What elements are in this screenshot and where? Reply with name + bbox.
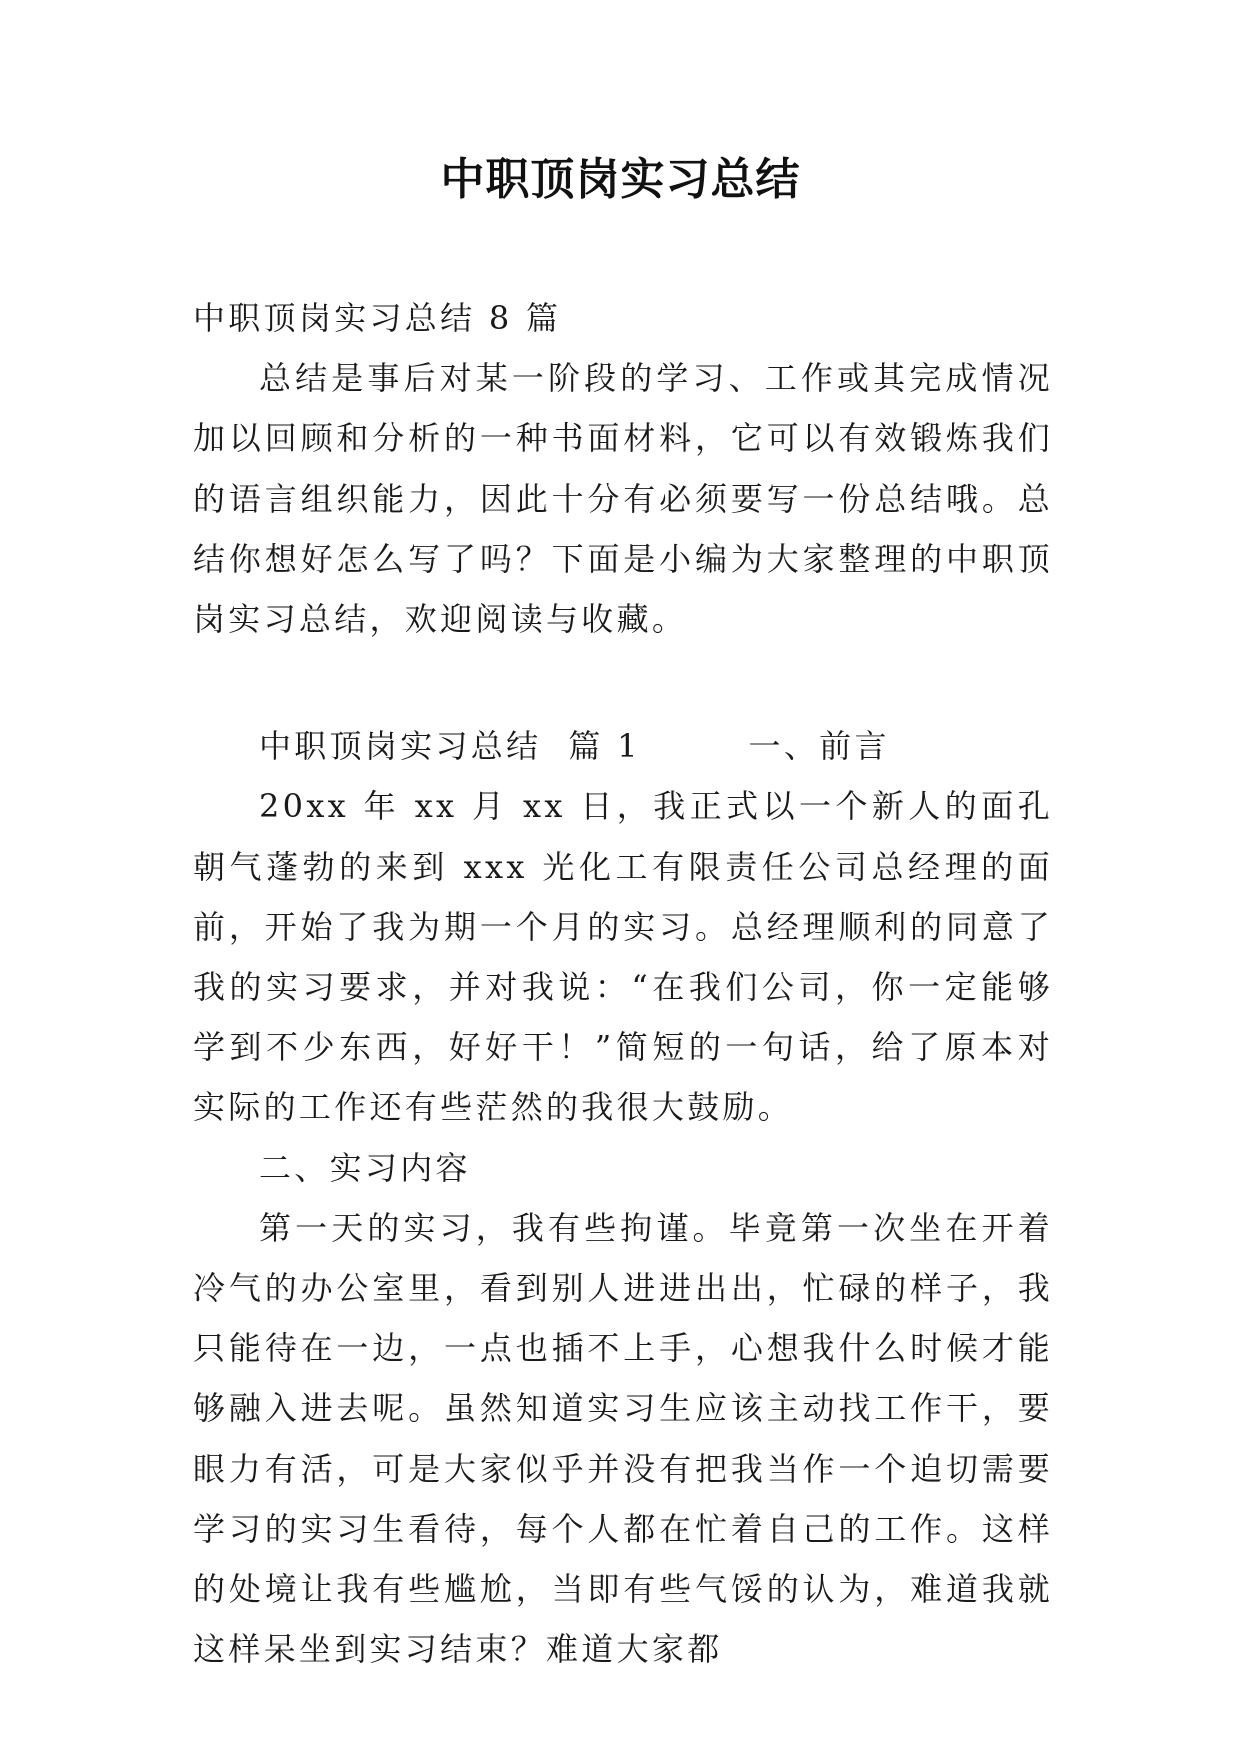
section-1-heading: 中职顶岗实习总结 篇 1 一、前言 <box>259 727 890 766</box>
document-subtitle: 中职顶岗实习总结 8 篇 <box>193 299 562 337</box>
section-2-heading: 二、实习内容 <box>259 1148 471 1187</box>
document-title: 中职顶岗实习总结 <box>440 154 801 205</box>
document-body <box>193 288 1053 1679</box>
internship-content-paragraph: 第一天的实习，我有些拘谨。毕竟第一次坐在开着冷气的办公室里，看到别人进进出出，忙碌的样子，我只能待在一边，一点也插不上手，心想我什么时候才能够融入进去呢。虽然知道实习生应该主动找工作干，要眼力有活，可是大家似乎并没有把我当作一个迫切需要学习的实习生看待，每个人都在忙着自己的工作。这样的处境让我有些尴尬，当即有些气馁的认为，难道我就这样呆坐到实习结束？难道大家都 <box>193 1208 1053 1669</box>
intro-paragraph: 总结是事后对某一阶段的学习、工作或其完成情况加以回顾和分析的一种书面材料，它可以有效锻炼我们的语言组织能力，因此十分有必须要写一份总结哦。总结你想好怎么写了吗？下面是小编为大家整理的中职顶岗实习总结，欢迎阅读与收藏。 <box>193 359 1053 639</box>
preface-paragraph: 20xx 年 xx 月 xx 日，我正式以一个新人的面孔朝气蓬勃的来到 xxx 光化工有限责任公司总经理的面前，开始了我为期一个月的实习。总经理顺利的同意了我的实习要求，并对我说：“在我们公司，你一定能够学到不少东西，好好干！”简短的一句话，给了原本对实际的工作还有些茫然的我很大鼓励。 <box>193 787 1053 1127</box>
